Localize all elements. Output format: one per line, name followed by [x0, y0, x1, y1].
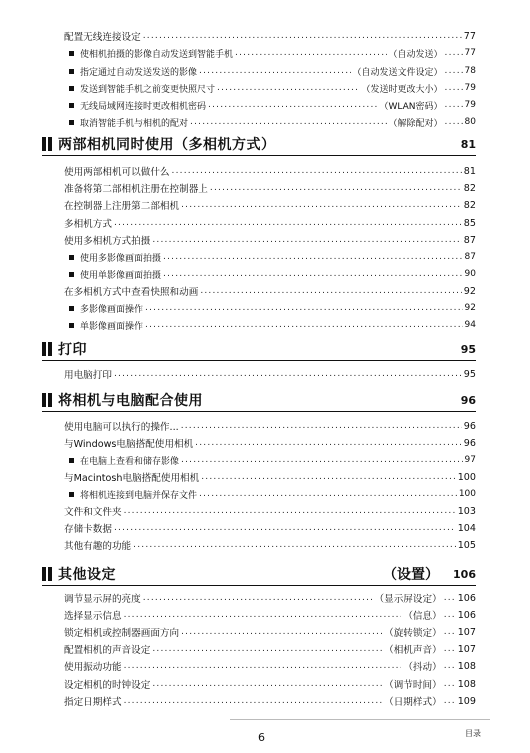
entry-page: 109	[457, 695, 476, 707]
leader-dots	[172, 166, 462, 176]
toc-entry[interactable]	[64, 283, 476, 299]
entry-title: 在控制器上注册第二部相机	[64, 201, 180, 212]
leader-dots	[114, 523, 456, 533]
entry-setting: （发送时更改大小）	[361, 84, 443, 95]
toc-entry[interactable]	[64, 503, 476, 519]
entry-page: 104	[457, 522, 476, 534]
entry-page: 94	[464, 320, 476, 330]
leader-dots	[445, 117, 463, 127]
leader-dots	[181, 200, 462, 210]
toc-subentry[interactable]	[69, 45, 476, 61]
leader-dots	[181, 421, 462, 431]
entry-title: 多影像画面操作	[80, 304, 144, 315]
leader-dots	[444, 696, 456, 706]
toc-subentry[interactable]	[69, 249, 476, 265]
toc-subentry[interactable]	[69, 317, 476, 333]
entry-page: 78	[464, 66, 476, 76]
leader-dots	[181, 627, 382, 637]
section-page: 81	[460, 137, 476, 151]
bullet-square-icon	[69, 458, 74, 463]
entry-page: 92	[463, 285, 476, 297]
bullet-square-icon	[69, 86, 74, 91]
entry-title: 无线局域网连接时更改相机密码	[80, 101, 207, 112]
entry-title: 在电脑上查看和储存影像	[80, 456, 180, 467]
entry-page: 79	[464, 100, 476, 110]
leader-dots	[152, 235, 461, 245]
entry-page: 100	[458, 489, 476, 499]
toc-entry[interactable]	[64, 520, 476, 536]
leader-dots	[445, 66, 463, 76]
entry-title: 使用多相机方式拍摄	[64, 236, 151, 247]
entry-setting: （解除配对）	[388, 118, 443, 129]
entry-page: 92	[464, 303, 476, 313]
section-bars-icon	[42, 393, 52, 407]
leader-dots	[445, 48, 463, 58]
entry-title: 在多相机方式中查看快照和动画	[64, 287, 199, 298]
leader-dots	[124, 661, 402, 671]
entry-title: 使用振动功能	[64, 662, 122, 673]
section-heading[interactable]	[42, 389, 476, 412]
leader-dots	[200, 286, 461, 296]
toc-entry[interactable]	[64, 28, 476, 44]
leader-dots	[445, 100, 463, 110]
section-heading[interactable]	[42, 563, 476, 586]
leader-dots	[444, 661, 456, 671]
section-page: 96	[460, 393, 476, 407]
leader-dots	[143, 593, 373, 603]
section-bars-icon	[42, 567, 52, 581]
leader-dots	[208, 100, 378, 110]
entry-page: 105	[457, 539, 476, 551]
entry-setting: （日期样式）	[384, 697, 442, 708]
leader-dots	[114, 369, 462, 379]
entry-page: 87	[463, 234, 476, 246]
leader-dots	[444, 627, 456, 637]
leader-dots	[199, 489, 457, 499]
toc-subentry[interactable]	[69, 486, 476, 502]
entry-title: 其他有趣的功能	[64, 541, 132, 552]
toc-entry[interactable]	[64, 418, 476, 434]
leader-dots	[124, 696, 383, 706]
entry-title: 存储卡数据	[64, 524, 112, 535]
entry-title: 文件和文件夹	[64, 507, 122, 518]
toc-entry[interactable]	[64, 469, 476, 485]
entry-page: 95	[463, 368, 476, 380]
toc-entry[interactable]	[64, 180, 476, 196]
entry-title: 将相机连接到电脑并保存文件	[80, 490, 198, 501]
entry-setting: （信息）	[403, 611, 442, 622]
entry-setting: （显示屏设定）	[374, 594, 442, 605]
entry-title: 指定通过自动发送发送的影像	[80, 67, 198, 78]
section-heading[interactable]	[42, 133, 476, 156]
entry-page: 96	[463, 420, 476, 432]
entry-page: 100	[457, 471, 476, 483]
entry-title: 选择显示信息	[64, 611, 122, 622]
leader-dots	[145, 320, 463, 330]
bullet-square-icon	[69, 69, 74, 74]
toc-subentry[interactable]	[69, 97, 476, 113]
entry-setting: （自动发送）	[388, 49, 443, 60]
toc-entry[interactable]	[64, 658, 476, 674]
entry-setting: （旋转锁定）	[384, 628, 442, 639]
entry-page: 108	[457, 678, 476, 690]
entry-title: 配置无线连接设定	[64, 32, 141, 43]
bullet-square-icon	[69, 323, 74, 328]
entry-setting: （自动发送文件设定）	[352, 67, 443, 78]
leader-dots	[199, 66, 351, 76]
section-bars-icon	[42, 342, 52, 356]
leader-dots	[444, 644, 456, 654]
section-title: 其他设定	[58, 567, 116, 583]
toc-subentry[interactable]	[69, 266, 476, 282]
leader-dots	[124, 506, 456, 516]
entry-page: 103	[457, 505, 476, 517]
entry-title: 用电脑打印	[64, 370, 112, 381]
section-page: 95	[460, 342, 476, 356]
entry-page: 77	[464, 48, 476, 58]
entry-page: 107	[457, 643, 476, 655]
leader-dots	[114, 218, 462, 228]
bullet-square-icon	[69, 272, 74, 277]
leader-dots	[444, 679, 456, 689]
entry-page: 77	[463, 30, 476, 42]
entry-page: 106	[457, 609, 476, 621]
entry-setting: （WLAN密码）	[379, 101, 443, 112]
bullet-square-icon	[69, 306, 74, 311]
leader-dots	[444, 610, 456, 620]
entry-page: 90	[464, 269, 476, 279]
entry-title: 调节显示屏的亮度	[64, 594, 141, 605]
footer-divider	[230, 719, 490, 720]
footer-section-tag: 目录	[465, 729, 481, 738]
entry-page: 80	[464, 117, 476, 127]
leader-dots	[152, 644, 382, 654]
leader-dots	[217, 83, 360, 93]
section-page: 106	[453, 567, 476, 581]
entry-title: 使用多影像画面拍摄	[80, 253, 162, 264]
section-subtitle: （设置）	[383, 567, 440, 583]
entry-page: 97	[464, 455, 476, 465]
entry-page: 82	[463, 182, 476, 194]
entry-title: 单影像画面操作	[80, 321, 144, 332]
leader-dots	[201, 472, 455, 482]
entry-title: 多相机方式	[64, 219, 112, 230]
bullet-square-icon	[69, 51, 74, 56]
entry-title: 锁定相机或控制器画面方向	[64, 628, 180, 639]
entry-title: 配置相机的声音设定	[64, 645, 151, 656]
entry-page: 79	[464, 83, 476, 93]
leader-dots	[143, 31, 462, 41]
toc-entry[interactable]	[64, 366, 476, 382]
toc-subentry[interactable]	[69, 63, 476, 79]
leader-dots	[163, 269, 463, 279]
toc-entry[interactable]	[64, 590, 476, 606]
leader-dots	[235, 48, 387, 58]
toc-subentry[interactable]	[69, 114, 476, 130]
entry-title: 使用电脑可以执行的操作...	[64, 422, 179, 433]
entry-page: 96	[463, 437, 476, 449]
toc-entry[interactable]	[64, 232, 476, 248]
toc-entry[interactable]	[64, 435, 476, 451]
entry-title: 使用单影像画面拍摄	[80, 270, 162, 281]
bullet-square-icon	[69, 120, 74, 125]
entry-title: 与Macintosh电脑搭配使用相机	[64, 473, 200, 484]
leader-dots	[210, 183, 462, 193]
entry-page: 107	[457, 626, 476, 638]
section-title: 两部相机同时使用（多相机方式）	[58, 137, 276, 153]
entry-title: 指定日期样式	[64, 697, 122, 708]
leader-dots	[145, 303, 463, 313]
toc-entry[interactable]	[64, 624, 476, 640]
entry-page: 85	[463, 217, 476, 229]
section-heading[interactable]	[42, 338, 476, 361]
leader-dots	[445, 83, 463, 93]
entry-page: 87	[464, 252, 476, 262]
toc-entry[interactable]	[64, 537, 476, 553]
toc-entry[interactable]	[64, 641, 476, 657]
toc-subentry[interactable]	[69, 300, 476, 316]
entry-setting: （相机声音）	[384, 645, 442, 656]
entry-setting: （抖动）	[403, 662, 442, 673]
bullet-square-icon	[69, 255, 74, 260]
entry-title: 使用两部相机可以做什么	[64, 167, 170, 178]
toc-entry[interactable]	[64, 693, 476, 709]
section-title: 打印	[58, 342, 87, 358]
entry-title: 准备将第二部相机注册在控制器上	[64, 184, 208, 195]
toc-entry[interactable]	[64, 676, 476, 692]
leader-dots	[124, 610, 402, 620]
leader-dots	[152, 679, 382, 689]
entry-page: 108	[457, 660, 476, 672]
toc-entry[interactable]	[64, 215, 476, 231]
leader-dots	[195, 438, 462, 448]
leader-dots	[133, 540, 456, 550]
entry-setting: （调节时间）	[384, 680, 442, 691]
entry-page: 106	[457, 592, 476, 604]
section-title: 将相机与电脑配合使用	[58, 393, 203, 409]
bullet-square-icon	[69, 103, 74, 108]
toc-entry[interactable]	[64, 163, 476, 179]
bullet-square-icon	[69, 492, 74, 497]
entry-title: 使相机拍摄的影像自动发送到智能手机	[80, 49, 234, 60]
leader-dots	[181, 455, 463, 465]
entry-title: 取消智能手机与相机的配对	[80, 118, 189, 129]
entry-title: 设定相机的时钟设定	[64, 680, 151, 691]
leader-dots	[163, 252, 463, 262]
entry-page: 81	[463, 165, 476, 177]
entry-page: 82	[463, 199, 476, 211]
toc-subentry[interactable]	[69, 80, 476, 96]
entry-title: 发送到智能手机之前变更快照尺寸	[80, 84, 216, 95]
leader-dots	[190, 117, 387, 127]
section-bars-icon	[42, 137, 52, 151]
toc-entry[interactable]	[64, 607, 476, 623]
toc-subentry[interactable]	[69, 452, 476, 468]
entry-title: 与Windows电脑搭配使用相机	[64, 439, 194, 450]
toc-entry[interactable]	[64, 197, 476, 213]
page-number: 6	[258, 731, 265, 744]
leader-dots	[444, 593, 456, 603]
